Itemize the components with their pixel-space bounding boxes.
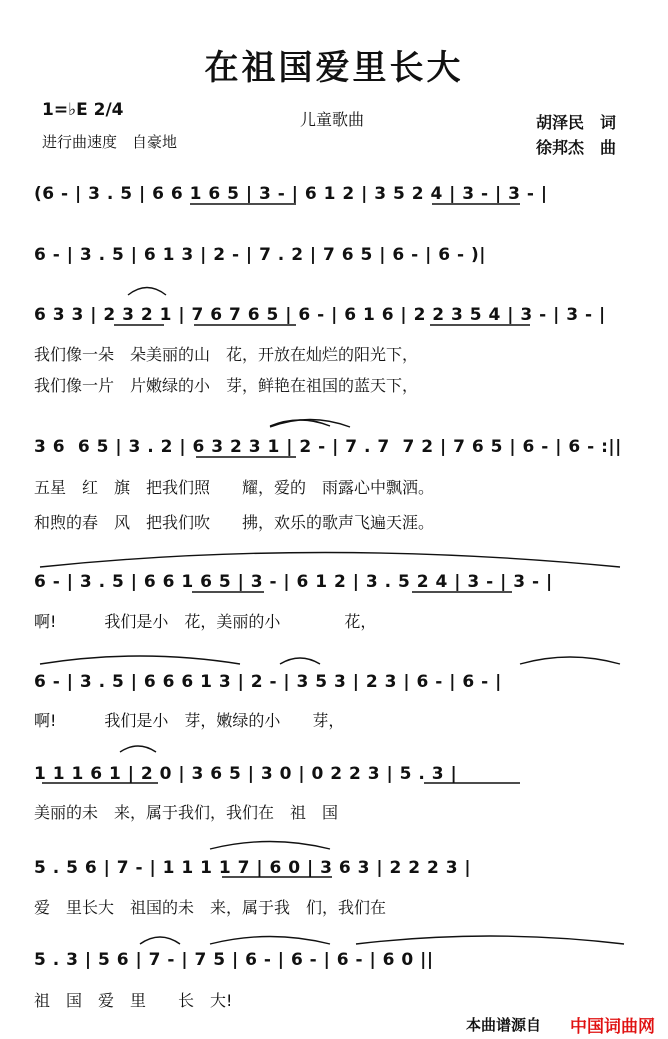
- lyric-line-3b: 我们像一片 片嫩绿的小 芽，鲜艳在祖国的蓝天下，: [34, 376, 419, 395]
- score-line-1: (6 - | 3 . 5 | 6 6 1 6 5 | 3 - | 6 1 2 | 3 5 2 4 | 3 - | 3 - |: [34, 184, 548, 204]
- site-watermark: 中国词曲网: [570, 1017, 655, 1037]
- lyric-line-5: 啊! 我们是小 花，美丽的小 花，: [34, 612, 377, 631]
- lyricist-credit: 胡泽民 词: [536, 113, 617, 132]
- score-line-5: 6 - | 3 . 5 | 6 6 1 6 5 | 3 - | 6 1 2 | 3 . 5 2 4 | 3 - | 3 - |: [34, 572, 553, 592]
- tempo-marking: 进行曲速度 自豪地: [42, 133, 178, 151]
- score-line-2: 6 - | 3 . 5 | 6 1 3 | 2 - | 7 . 2 | 7 6 5 | 6 - | 6 - )|: [34, 245, 486, 265]
- lyric-line-4b: 和煦的春 风 把我们吹 拂，欢乐的歌声飞遍天涯。: [34, 513, 435, 532]
- composer-credit: 徐邦杰 曲: [536, 138, 617, 157]
- score-line-4: 3 6 6 5 | 3 . 2 | 6 3 2 3 1 | 2 - | 7 . 7 7 2 | 7 6 5 | 6 - | 6 - :||: [34, 437, 622, 457]
- lyric-line-4a: 五星 红 旗 把我们照 耀，爱的 雨露心中飘洒。: [34, 478, 435, 497]
- score-line-3: 6 3 3 | 2 3 2 1 | 7 6 7 6 5 | 6 - | 6 1 6 | 2 2 3 5 4 | 3 - | 3 - |: [34, 305, 606, 325]
- score-line-6: 6 - | 3 . 5 | 6 6 6 1 3 | 2 - | 3 5 3 | 2 3 | 6 - | 6 - |: [34, 672, 502, 692]
- lyric-line-7: 美丽的未 来，属于我们，我们在 祖 国: [34, 803, 339, 822]
- lyric-line-8: 爱 里长大 祖国的未 来，属于我 们，我们在: [34, 898, 387, 917]
- lyric-line-6: 啊! 我们是小 芽，嫩绿的小 芽，: [34, 711, 345, 730]
- genre-label: 儿童歌曲: [300, 110, 365, 129]
- lyric-line-9: 祖 国 爱 里 长 大!: [34, 991, 233, 1010]
- score-line-7: 1 1 1 6 1 | 2 0 | 3 6 5 | 3 0 | 0 2 2 3 | 5 . 3 |: [34, 764, 458, 784]
- lyric-line-3a: 我们像一朵 朵美丽的山 花，开放在灿烂的阳光下，: [34, 345, 419, 364]
- source-note: 本曲谱源自: [466, 1016, 542, 1034]
- score-line-8: 5 . 5 6 | 7 - | 1 1 1 1 7 | 6 0 | 3 6 3 | 2 2 2 3 |: [34, 858, 472, 878]
- song-title: 在祖国爱里长大: [204, 48, 464, 88]
- score-line-9: 5 . 3 | 5 6 | 7 - | 7 5 | 6 - | 6 - | 6 - | 6 0 ||: [34, 950, 434, 970]
- key-signature: 1=♭E 2/4: [42, 100, 124, 120]
